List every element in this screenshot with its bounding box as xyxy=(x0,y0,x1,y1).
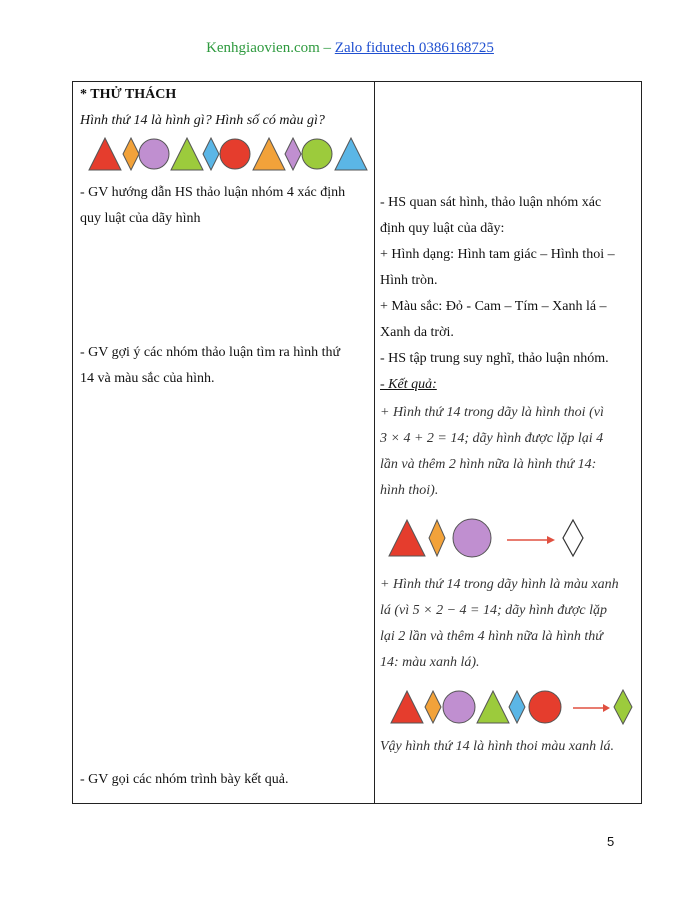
res1-diamond-answer xyxy=(563,520,583,556)
seq-diamond-orange xyxy=(123,138,139,170)
page-header xyxy=(0,40,700,57)
header-separator: – xyxy=(319,40,335,56)
right-line-14: lá (vì 5 × 2 − 4 = 14; dãy hình được lặp xyxy=(380,603,607,618)
header-site[interactable]: Kenhgiaovien.com xyxy=(206,40,320,56)
column-divider xyxy=(374,82,375,803)
seq-diamond-purple xyxy=(285,138,301,170)
lesson-table xyxy=(72,81,642,804)
res2-triangle-green xyxy=(477,691,509,723)
res1-triangle-red xyxy=(389,520,425,556)
left-para2-line1: - GV gợi ý các nhóm thảo luận tìm ra hình thứ xyxy=(80,345,341,360)
seq-circle-red xyxy=(220,139,250,169)
res2-circle-purple xyxy=(443,691,475,723)
res1-arrow-head xyxy=(547,536,555,544)
seq-triangle-green xyxy=(171,138,203,170)
res2-circle-red xyxy=(529,691,561,723)
right-line-2: định quy luật của dãy: xyxy=(380,221,505,236)
right-line-7: - HS tập trung suy nghĩ, thảo luận nhóm. xyxy=(380,351,609,366)
left-para2-line2: 14 và màu sắc của hình. xyxy=(80,371,215,386)
seq-circle-purple xyxy=(139,139,169,169)
right-line-15: lại 2 lần và thêm 4 hình nữa là hình thứ xyxy=(380,629,603,644)
header-contact-link[interactable]: Zalo fidutech 0386168725 xyxy=(334,40,494,56)
right-line-13: + Hình thứ 14 trong dãy hình là màu xanh xyxy=(380,577,619,592)
shape-sequence-figure xyxy=(87,136,377,176)
seq-triangle-blue xyxy=(335,138,367,170)
right-line-16: 14: màu xanh lá). xyxy=(380,655,480,670)
shape-result-figure xyxy=(387,516,597,560)
right-line-1: - HS quan sát hình, thảo luận nhóm xác xyxy=(380,195,602,210)
seq-circle-green xyxy=(302,139,332,169)
right-line-11: lần và thêm 2 hình nữa là hình thứ 14: xyxy=(380,457,597,472)
left-para3: - GV gọi các nhóm trình bày kết quả. xyxy=(80,772,289,787)
res2-triangle-red xyxy=(391,691,423,723)
result-heading: - Kết quả: xyxy=(380,377,437,392)
res2-diamond-answer-green xyxy=(614,690,632,724)
seq-triangle-orange xyxy=(253,138,285,170)
right-line-10: 3 × 4 + 2 = 14; dãy hình được lặp lại 4 xyxy=(380,431,604,446)
right-line-4: Hình tròn. xyxy=(380,273,438,288)
left-para1-line1: - GV hướng dẫn HS thảo luận nhóm 4 xác định xyxy=(80,185,346,200)
seq-diamond-blue xyxy=(203,138,219,170)
page-number: 5 xyxy=(607,834,615,849)
challenge-question: Hình thứ 14 là hình gì? Hình số có màu gì? xyxy=(80,113,325,128)
res1-circle-purple xyxy=(453,519,491,557)
res2-diamond-orange xyxy=(425,691,441,723)
res2-diamond-blue xyxy=(509,691,525,723)
right-line-9: + Hình thứ 14 trong dãy là hình thoi (vì xyxy=(380,405,604,420)
right-line-6: Xanh da trời. xyxy=(380,325,454,340)
right-line-5: + Màu sắc: Đỏ - Cam – Tím – Xanh lá – xyxy=(380,299,607,314)
res2-arrow-head xyxy=(603,704,610,712)
color-result-figure xyxy=(389,687,639,727)
right-line-3: + Hình dạng: Hình tam giác – Hình thoi – xyxy=(380,247,615,262)
left-para1-line2: quy luật của dãy hình xyxy=(80,211,201,226)
right-conclusion: Vậy hình thứ 14 là hình thoi màu xanh lá. xyxy=(380,739,614,754)
right-line-12: hình thoi). xyxy=(380,483,439,498)
res1-diamond-orange xyxy=(429,520,445,556)
seq-triangle-red xyxy=(89,138,121,170)
challenge-title: * THỬ THÁCH xyxy=(80,87,177,102)
